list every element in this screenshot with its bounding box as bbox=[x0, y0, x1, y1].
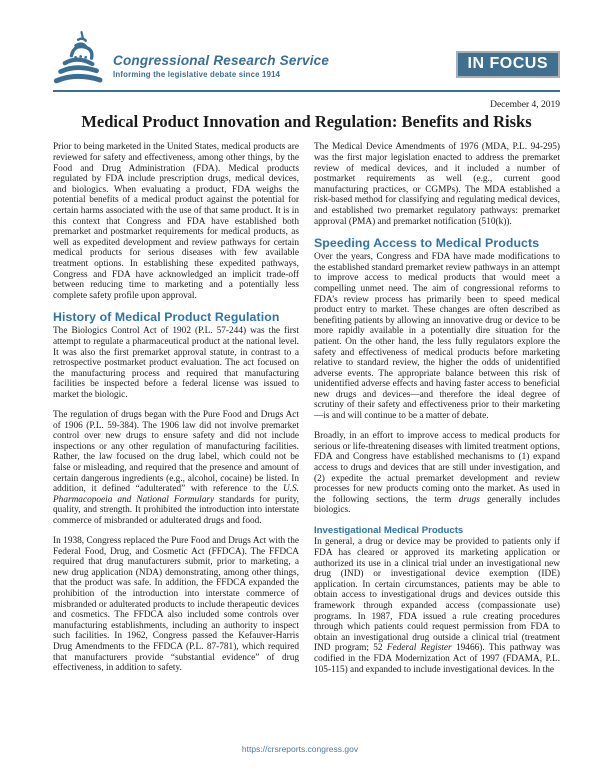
section-heading-speeding-access: Speeding Access to Medical Products bbox=[314, 235, 540, 250]
paragraph-biologics-act: The Biologics Control Act of 1902 (P.L. 57-244) was the first attempt to regulate a pharmaceutical product at the national level. It was also the first premarket approval statute, in contrast to a retrospective postmarket product evaluation. The act focused on the manufacturing process and required that manufacturing facilities be inspected before a federal license was issued to market the biologic. bbox=[53, 326, 299, 400]
crs-reports-link[interactable]: https://crsreports.congress.gov bbox=[241, 744, 359, 754]
paragraph-reforms: Over the years, Congress and FDA have made modifications to the established standard premarket review pathways in an attempt to improve access to medical products that would meet a compelling unmet need. The aim of congressional reforms to FDA’s review process has primarily been to speed medical product entry to market. These changes are often described as benefiting patients by allowing an innovative drug or device to be more rapidly available in a potentially dire situation for the patient. On the other hand, the less fully regulators explore the safety and effectiveness of medical products before marketing relative to standard review, the higher the odds of unidentified adverse events. The appropriate balance between this risk of unidentified adverse effects and having faster access to beneficial new drugs and devices—and therefore the ideal degree of scrutiny of their safety and effectiveness prior to their marketing—is and will continue to be a matter of debate. bbox=[314, 252, 560, 422]
header-divider bbox=[53, 90, 560, 92]
left-column bbox=[53, 142, 299, 675]
capitol-dome-logo-icon bbox=[53, 29, 105, 89]
page-footer bbox=[0, 739, 600, 757]
paragraph-intro: Prior to being marketed in the United States, medical products are reviewed for safety and effectiveness, among other things, by the Food and Drug Administration (FDA). Medical products regulated by FDA include prescription drugs, medical devices, and biologics. When evaluating a product, FDA weighs the potential benefits of a medical product against the potential for certain harms associated with the use of that same product. It is in this context that Congress and FDA have established both premarket and postmarket requirements for medical products, as well as expedited development and review pathways for certain medical products for serious diseases with few available treatment options. In establishing these expedited pathways, Congress and FDA have acknowledged an implicit trade-off between reducing time to marketing and a potentially less complete safety profile upon approval. bbox=[53, 142, 299, 301]
subsection-heading-investigational: Investigational Medical Products bbox=[314, 525, 464, 537]
paragraph-mechanisms: Broadly, in an effort to improve access to medical products for serious or life-threatening diseases with limited treatment options, FDA and Congress have established mechanisms to (1) expand access to drugs and devices that are still under investigation, and (2) expedite the actual premarket development and review processes for new products coming onto the market. As used in the following sections, the term drugs generally includes biologics. bbox=[314, 431, 560, 516]
paragraph-pure-food-act: The regulation of drugs began with the Pure Food and Drugs Act of 1906 (P.L. 59-384). The 1906 law did not involve premarket control over new drugs to ensure safety and did not include inspections or any other regulation of manufacturing facilities. Rather, the law focused on the drug label, which could not be false or misleading, and required that the presence and amount of certain dangerous ingredients (e.g., alcohol, cocaine) be listed. In addition, it defined “adulterated” with reference to the U.S. Pharmacopoeia and National Formulary standards for purity, quality, and strength. It prohibited the introduction into interstate commerce of misbranded or adulterated drugs and food. bbox=[53, 409, 299, 526]
paragraph-ffdca: In 1938, Congress replaced the Pure Food and Drugs Act with the Federal Food, Drug, and Cosmetic Act (FFDCA). The FFDCA required that drug manufacturers submit, prior to marketing, a new drug application (NDA) demonstrating, among other things, that the product was safe. In addition, the FFDCA expanded the prohibition of the introduction into interstate commerce of misbranded or adulterated products to include therapeutic devices and cosmetics. The FFDCA also included some controls over manufacturing establishments, including an authority to inspect such facilities. In 1962, Congress passed the Kefauver-Harris Drug Amendments to the FFDCA (P.L. 87-781), which required that manufacturers provide “substantial evidence” of drug effectiveness, in addition to safety. bbox=[53, 536, 299, 674]
report-title: Medical Product Innovation and Regulation: Benefits and Risks bbox=[81, 112, 532, 132]
crs-brand bbox=[53, 29, 329, 85]
org-tagline: Informing the legislative debate since 1914 bbox=[113, 70, 281, 79]
section-heading-history: History of Medical Product Regulation bbox=[53, 309, 280, 324]
paragraph-mda: The Medical Device Amendments of 1976 (MDA, P.L. 94-295) was the first major legislation enacted to address the premarket review of medical devices, and it included a number of postmarket requirements as well (e.g., current good manufacturing practices, or CGMPs). The MDA established a risk-based method for classifying and regulating medical devices, and established two premarket regulatory pathways: premarket approval (PMA) and premarket notification (510(k)). bbox=[314, 142, 560, 227]
article-body bbox=[53, 142, 560, 675]
right-column bbox=[314, 142, 560, 675]
report-date: December 4, 2019 bbox=[490, 100, 560, 110]
org-name: Congressional Research Service bbox=[113, 52, 330, 68]
header bbox=[53, 26, 560, 88]
brand-text bbox=[113, 54, 329, 85]
paragraph-investigational: In general, a drug or device may be provided to patients only if FDA has cleared or approved its marketing application or authorized its use in a clinical trial under an investigational new drug (IND) or investigational device exemption (IDE) application. In certain circumstances, patients may be able to obtain access to investigational drugs and devices outside this framework through expanded access (compassionate use) programs. In 1987, FDA issued a rule creating procedures through which patients could request permission from FDA to obtain an investigational drug outside a clinical trial (treatment IND program; 52 Federal Register 19466). This pathway was codified in the FDA Modernization Act of 1997 (FDAMA, P.L. 105-115) and expanded to include investigational devices. In the bbox=[314, 537, 560, 675]
in-focus-badge: IN FOCUS bbox=[456, 51, 560, 78]
